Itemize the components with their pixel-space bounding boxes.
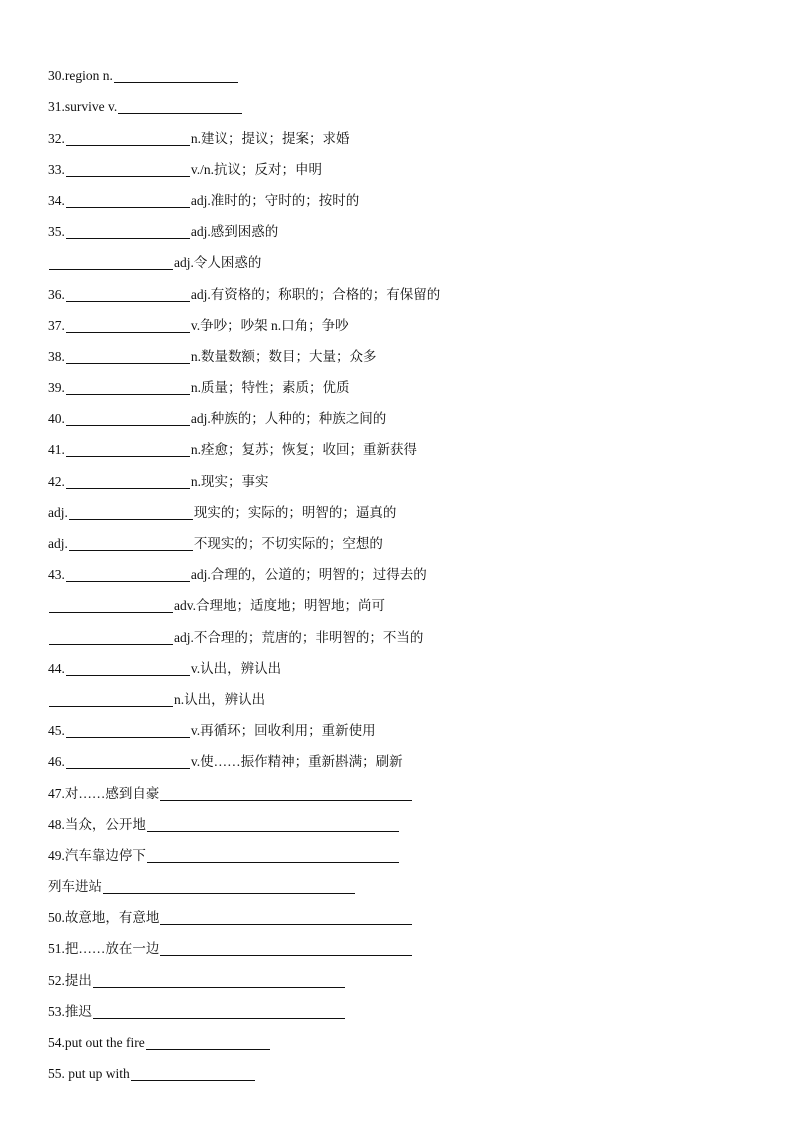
answer-blank[interactable] [49, 598, 173, 613]
item-line [48, 491, 748, 522]
item-line [48, 459, 748, 490]
answer-blank[interactable] [118, 99, 242, 114]
answer-blank[interactable] [66, 754, 190, 769]
phrase-line [48, 771, 748, 802]
item-line [48, 304, 748, 335]
answer-blank[interactable] [93, 973, 345, 988]
answer-blank[interactable] [66, 287, 190, 302]
item-line [48, 428, 748, 459]
item-prompt: 44. [48, 660, 65, 676]
item-prompt: 40. [48, 411, 65, 427]
answer-blank[interactable] [49, 692, 173, 707]
answer-blank[interactable] [66, 193, 190, 208]
answer-blank[interactable] [160, 941, 412, 956]
item-definition: adj.不合理的；荒唐的；非明智的；不当的 [174, 629, 424, 645]
phrase-line [48, 927, 748, 958]
item-line [48, 584, 748, 615]
answer-blank[interactable] [66, 442, 190, 457]
item-line [48, 54, 748, 85]
phrase-line [48, 990, 748, 1021]
phrase-line [48, 896, 748, 927]
item-prompt: 50.故意地，有意地 [48, 910, 160, 926]
item-line [48, 210, 748, 241]
item-line [48, 709, 748, 740]
item-prompt: 47.对……感到自豪 [48, 785, 160, 801]
item-line [48, 615, 748, 646]
item-prompt: 37. [48, 317, 65, 333]
answer-blank[interactable] [66, 474, 190, 489]
item-prompt: 55. put up with [48, 1066, 130, 1082]
item-prompt: 43. [48, 567, 65, 583]
phrase-line [48, 1021, 748, 1052]
item-prompt: 51.把……放在一边 [48, 941, 160, 957]
item-definition: v.争吵；吵架 n.口角；争吵 [190, 317, 349, 333]
answer-blank[interactable] [66, 224, 190, 239]
item-prompt: adj. [48, 536, 68, 551]
item-prompt: 42. [48, 473, 65, 489]
item-line [48, 366, 748, 397]
item-prompt: 39. [48, 380, 65, 396]
answer-blank[interactable] [131, 1066, 255, 1081]
item-prompt: 53.推迟 [48, 1003, 92, 1019]
answer-blank[interactable] [160, 910, 412, 925]
item-line [48, 335, 748, 366]
answer-blank[interactable] [147, 817, 399, 832]
answer-blank[interactable] [66, 567, 190, 582]
item-prompt: 38. [48, 348, 65, 364]
item-definition: n.质量；特性；素质；优质 [190, 380, 350, 396]
item-definition: v.使……振作精神；重新斟满；刷新 [190, 754, 403, 770]
item-definition: v.再循环；回收利用；重新使用 [190, 723, 376, 739]
answer-blank[interactable] [66, 411, 190, 426]
answer-blank[interactable] [66, 723, 190, 738]
item-line [48, 179, 748, 210]
item-prompt: 48.当众，公开地 [48, 816, 146, 832]
phrase-line [48, 865, 748, 896]
answer-blank[interactable] [66, 380, 190, 395]
item-definition: adj.合理的，公道的；明智的；过得去的 [190, 567, 427, 583]
item-definition: v./n.抗议；反对；申明 [190, 161, 322, 177]
worksheet [48, 54, 748, 1083]
item-definition: adj.令人困惑的 [174, 255, 262, 271]
phrase-line [48, 958, 748, 989]
answer-blank[interactable] [93, 1004, 345, 1019]
answer-blank[interactable] [66, 318, 190, 333]
answer-blank[interactable] [49, 630, 173, 645]
answer-blank[interactable] [69, 536, 193, 551]
phrase-line [48, 1052, 748, 1083]
item-definition: v.认出，辨认出 [190, 660, 282, 676]
item-prompt: 34. [48, 192, 65, 208]
item-prompt: 33. [48, 161, 65, 177]
item-definition: n.建议；提议；提案；求婚 [190, 130, 350, 146]
item-line [48, 678, 748, 709]
item-prompt: 45. [48, 723, 65, 739]
item-prompt: 31.survive v. [48, 99, 118, 115]
item-definition: adv.合理地；适度地；明智地；尚可 [174, 598, 385, 614]
item-prompt: 列车进站 [48, 879, 102, 895]
item-line [48, 241, 748, 272]
item-definition: adj.感到困惑的 [190, 224, 279, 240]
item-line [48, 647, 748, 678]
item-definition: n.认出，辨认出 [174, 691, 266, 707]
phrase-line [48, 803, 748, 834]
answer-blank[interactable] [147, 848, 399, 863]
item-prompt: 49.汽车靠边停下 [48, 847, 146, 863]
item-line [48, 740, 748, 771]
answer-blank[interactable] [146, 1035, 270, 1050]
item-definition: adj.种族的；人种的；种族之间的 [190, 411, 387, 427]
item-line [48, 553, 748, 584]
item-prompt: 54.put out the fire [48, 1035, 145, 1050]
item-definition: n.现实；事实 [190, 473, 269, 489]
answer-blank[interactable] [160, 786, 412, 801]
answer-blank[interactable] [66, 131, 190, 146]
item-line [48, 522, 748, 553]
item-line [48, 148, 748, 179]
answer-blank[interactable] [66, 349, 190, 364]
item-line [48, 85, 748, 116]
phrase-line [48, 834, 748, 865]
item-prompt: 52.提出 [48, 972, 92, 988]
answer-blank[interactable] [66, 661, 190, 676]
answer-blank[interactable] [66, 162, 190, 177]
item-definition: adj.有资格的；称职的；合格的；有保留的 [190, 286, 441, 302]
answer-blank[interactable] [114, 68, 238, 83]
item-definition: 现实的；实际的；明智的；逼真的 [193, 504, 397, 520]
answer-blank[interactable] [69, 505, 193, 520]
item-prompt: 30.region n. [48, 68, 113, 84]
item-prompt: 36. [48, 286, 65, 302]
item-prompt: 46. [48, 754, 65, 770]
item-line [48, 272, 748, 303]
answer-blank[interactable] [103, 879, 355, 894]
item-line [48, 397, 748, 428]
item-definition: adj.准时的；守时的；按时的 [190, 192, 360, 208]
item-prompt: 35. [48, 224, 65, 240]
item-definition: n.痊愈；复苏；恢复；收回；重新获得 [190, 442, 417, 458]
item-prompt: adj. [48, 504, 68, 520]
item-prompt: 41. [48, 442, 65, 458]
item-definition: 不现实的；不切实际的；空想的 [193, 536, 383, 551]
item-prompt: 32. [48, 130, 65, 146]
answer-blank[interactable] [49, 255, 173, 270]
item-definition: n.数量数额；数目；大量；众多 [190, 348, 377, 364]
item-line [48, 116, 748, 147]
